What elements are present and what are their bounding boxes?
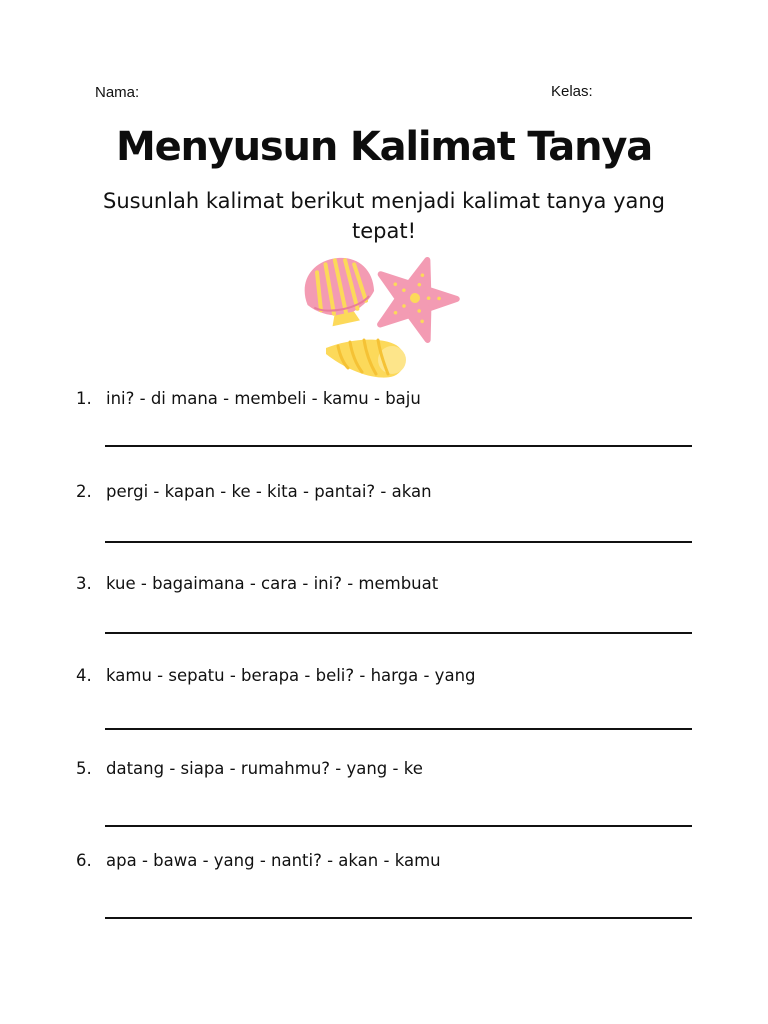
class-label: Kelas: bbox=[551, 83, 593, 100]
beach-illustration bbox=[300, 256, 470, 384]
page-title: Menyusun Kalimat Tanya bbox=[115, 124, 653, 170]
question-number: 3. bbox=[76, 574, 92, 593]
starfish-icon bbox=[366, 256, 466, 345]
question-words: apa - bawa - yang - nanti? - akan - kamu bbox=[106, 851, 441, 870]
question-words: kue - bagaimana - cara - ini? - membuat bbox=[106, 574, 439, 593]
question-number: 5. bbox=[76, 759, 92, 778]
answer-line-5[interactable] bbox=[105, 825, 692, 827]
question-number: 1. bbox=[76, 389, 92, 408]
question-words: ini? - di mana - membeli - kamu - baju bbox=[106, 389, 421, 408]
answer-line-6[interactable] bbox=[105, 917, 692, 919]
question-words: datang - siapa - rumahmu? - yang - ke bbox=[106, 759, 423, 778]
answer-line-1[interactable] bbox=[105, 445, 692, 447]
question-words: pergi - kapan - ke - kita - pantai? - akan bbox=[106, 482, 432, 501]
conch-shell-icon bbox=[326, 340, 406, 378]
name-label: Nama: bbox=[95, 84, 140, 101]
answer-line-4[interactable] bbox=[105, 728, 692, 730]
question-words: kamu - sepatu - berapa - beli? - harga - yang bbox=[106, 666, 476, 685]
instructions: Susunlah kalimat berikut menjadi kalimat tanya yang tepat! bbox=[102, 189, 666, 243]
question-number: 2. bbox=[76, 482, 92, 501]
question-number: 6. bbox=[76, 851, 92, 870]
seashell-icon bbox=[300, 256, 380, 331]
question-number: 4. bbox=[76, 666, 92, 685]
answer-line-2[interactable] bbox=[105, 541, 692, 543]
answer-line-3[interactable] bbox=[105, 632, 692, 634]
